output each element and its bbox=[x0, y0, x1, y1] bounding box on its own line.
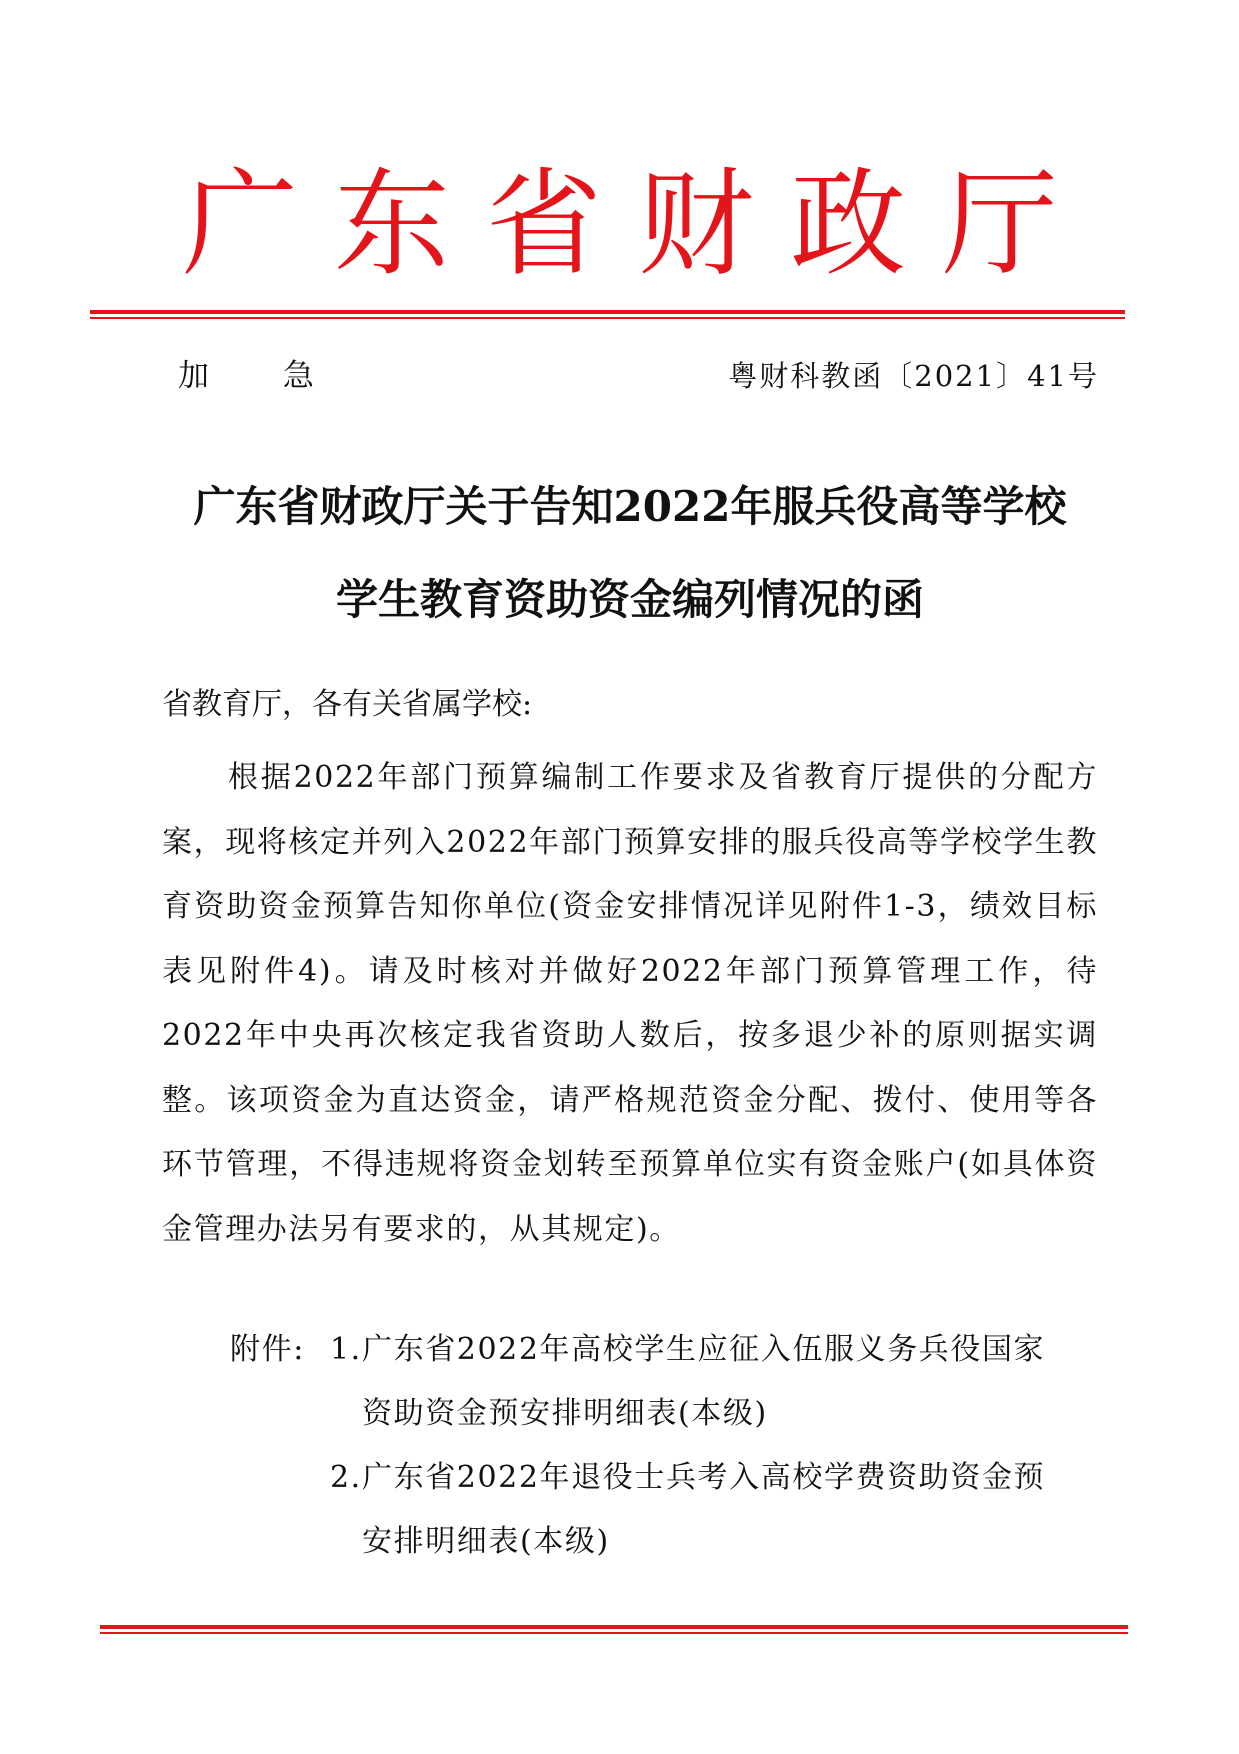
header-divider-thin bbox=[90, 317, 1125, 319]
footer-divider-thin bbox=[100, 1632, 1128, 1634]
attachment-title-line2: 安排明细表(本级) bbox=[362, 1524, 610, 1559]
attachment-title-line1: 广东省2022年高校学生应征入伍服义务兵役国家 bbox=[362, 1332, 1046, 1367]
document-title-line2: 学生教育资助资金编列情况的函 bbox=[335, 575, 924, 624]
attachment-title-line2: 资助资金预安排明细表(本级) bbox=[362, 1396, 768, 1431]
attachment-item bbox=[230, 1318, 1130, 1382]
attachment-number: 2. bbox=[330, 1460, 362, 1495]
attachment-number: 1. bbox=[330, 1332, 362, 1367]
attachments-label: 附件: bbox=[230, 1332, 305, 1367]
urgency-label: 加 急 bbox=[178, 358, 346, 394]
salutation: 省教育厅，各有关省属学校: bbox=[162, 687, 533, 722]
attachment-item bbox=[230, 1446, 1130, 1510]
header-divider bbox=[90, 310, 1125, 319]
document-number: 粤财科教函〔2021〕41号 bbox=[728, 359, 1099, 393]
document-title bbox=[100, 460, 1160, 646]
issuer-header: 广东省财政厅 bbox=[182, 157, 1094, 292]
attachment-title-line1: 广东省2022年退役士兵考入高校学费资助资金预 bbox=[362, 1460, 1046, 1495]
document-title-line1: 广东省财政厅关于告知2022年服兵役高等学校 bbox=[193, 482, 1067, 531]
footer-divider bbox=[100, 1625, 1128, 1634]
body-paragraph: 根据2022年部门预算编制工作要求及省教育厅提供的分配方案，现将核定并列入2022年部门预算安排的服兵役高等学校学生教育资助资金预算告知你单位(资金安排情况详见附件1-3，绩效目标表见附件4)。请及时核对并做好2022年部门预算管理工作，待2022年中央再次核定我省资助人数后，按多退少补的原则据实调整。该项资金为直达资金，请严格规范资金分配、拨付、使用等各环节管理，不得违规将资金划转至预算单位实有资金账户(如具体资金管理办法另有要求的，从其规定)。 bbox=[162, 760, 1098, 1247]
attachments-list bbox=[230, 1318, 1130, 1574]
